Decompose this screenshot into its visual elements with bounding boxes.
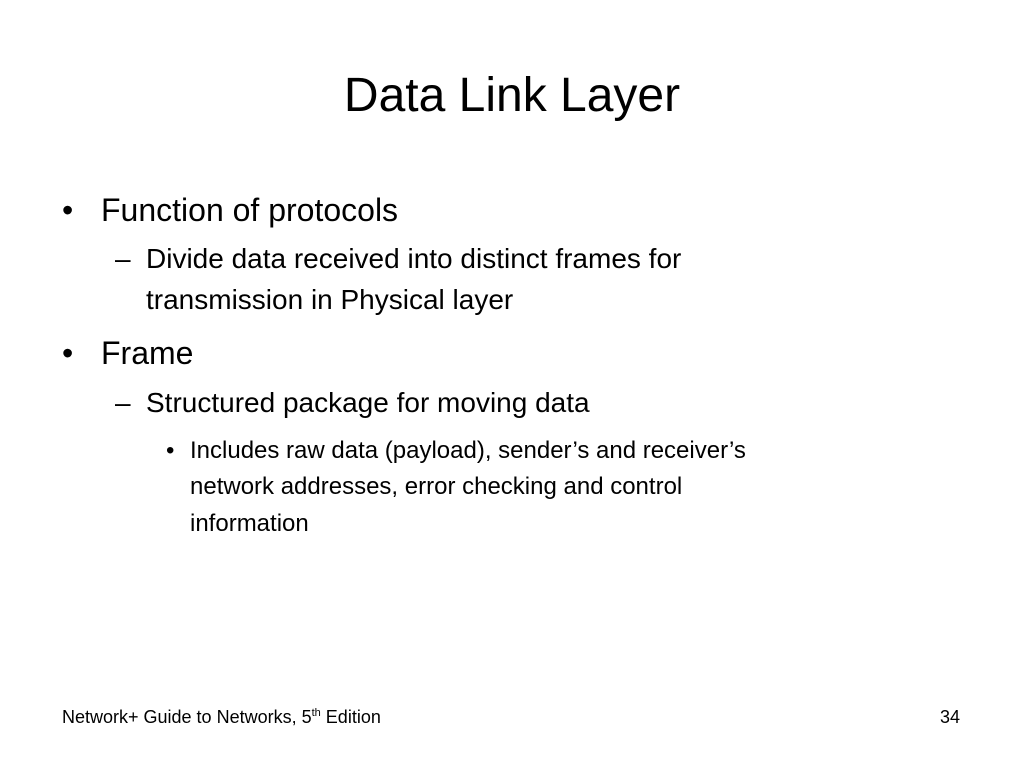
bullet-function-of-protocols: Function of protocols <box>101 192 399 228</box>
bullet-marker: • <box>62 192 74 228</box>
sub-bullet-divide-data-line1: Divide data received into distinct frames for <box>146 243 682 274</box>
page-number: 34 <box>940 707 961 727</box>
sub-bullet-divide-data-line2: transmission in Physical layer <box>146 284 514 315</box>
sub-bullet-structured-package: Structured package for moving data <box>146 387 590 418</box>
sub-sub-bullet-includes-line3: information <box>190 510 309 537</box>
sub-sub-bullet-includes-line2: network addresses, error checking and control <box>190 473 683 500</box>
bullet-marker: • <box>62 335 74 371</box>
footer-book-title <box>62 705 381 729</box>
footer-book-prefix: Network+ Guide to Networks, 5 <box>62 707 312 727</box>
dash-marker: – <box>115 387 131 418</box>
sub-sub-bullet-includes-line1: Includes raw data (payload), sender’s and receiver’s <box>190 437 746 464</box>
bullet-frame: Frame <box>101 335 194 371</box>
dash-marker: – <box>115 243 131 274</box>
slide-title: Data Link Layer <box>343 69 681 122</box>
footer-book-suffix: Edition <box>320 707 381 727</box>
bullet-marker: • <box>166 437 175 464</box>
footer-book-sup: th <box>311 707 321 719</box>
